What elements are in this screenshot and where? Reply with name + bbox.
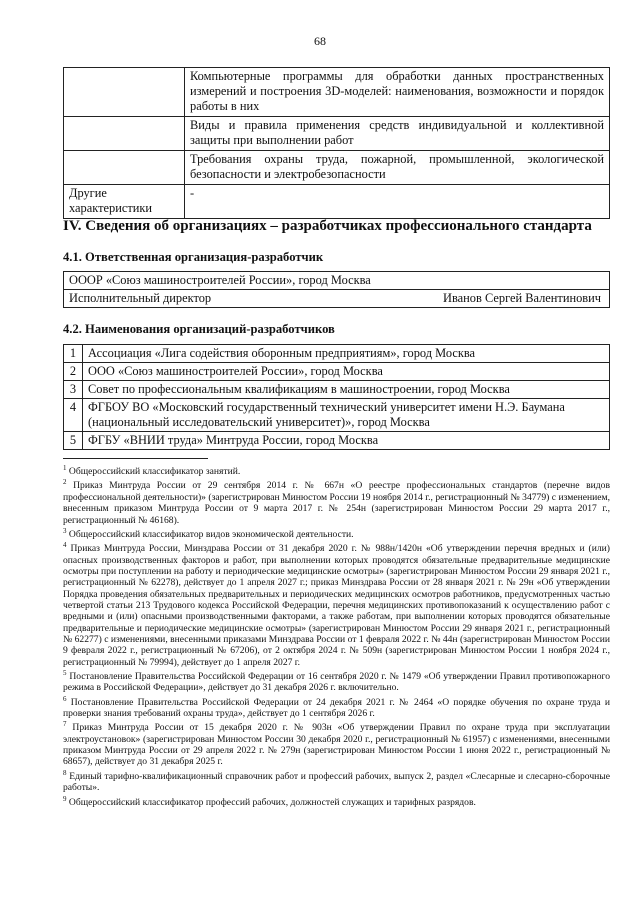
footnote-number: 2: [63, 478, 67, 487]
footnote-separator: [63, 458, 208, 459]
requirements-table: [63, 67, 610, 219]
footnote-number: 1: [63, 464, 67, 472]
footnote-text: Приказ Минтруда России от 15 декабря 2020 г. № 903н «Об утверждении Правил по охране труда при эксплуатации электроустановок» (зарегистрирован Минюстом России 30 декабря 2020 г., регистрационный № 61957) с изменениями, внесенными приказом Минтруда России от 29 апреля 2022 г. № 279н (зарегистрирован Минюстом России 1 июня 2022 г., регистрационный № 68657), действует до 31 декабря 2025 г.: [63, 722, 611, 768]
other-characteristics-value: -: [185, 185, 610, 219]
developer-orgs-table: [63, 344, 610, 450]
footnote: [63, 768, 610, 794]
org-name: ООО «Союз машиностроителей России», город Москва: [83, 363, 610, 381]
footnote-text: Постановление Правительства Российской Федерации от 24 декабря 2021 г. № 2464 «О порядке обучения по охране труда и проверки знания требований охраны труда», действует до 1 сентября 2026 г.: [63, 696, 610, 720]
table-row: [64, 399, 610, 432]
footnote-number: 6: [63, 694, 67, 703]
org-number: 1: [64, 345, 83, 363]
page-number: 68: [314, 34, 326, 48]
table-cell-label: [64, 151, 185, 185]
responsible-org-table: [63, 271, 610, 308]
table-row: [64, 381, 610, 399]
footnote: [63, 668, 610, 694]
footnote-text: Единый тарифно-квалификационный справочник работ и профессий рабочих, выпуск 2, раздел «Слесарные и слесарно-сборочные работы».: [63, 770, 610, 794]
table-cell-text: Требования охраны труда, пожарной, промышленной, экологической безопасности и электробезопасности: [185, 151, 610, 185]
footnote: [63, 463, 610, 477]
table-cell-text: Компьютерные программы для обработки данных пространственных измерений и построения 3D-моделей: наименования, возможности и порядок работы в них: [185, 68, 610, 117]
footnote: [63, 477, 610, 525]
table-cell-text: Виды и правила применения средств индивидуальной и коллективной защиты при выполнении работ: [185, 117, 610, 151]
footnote: [63, 526, 610, 540]
footnote-text: Приказ Минтруда России, Минздрава России от 31 декабря 2020 г. № 988н/1420н «Об утверждении перечня вредных и (или) опасных производственных факторов и работ, при выполнении которых проводятся обязательные предварительные медицинские осмотры при поступлении на работу и периодические медицинские осмотры» (зарегистрирован Минюстом России 29 января 2021 г., регистрационный № 62278), действует до 1 апреля 2027 г.; приказ Минздрава России от 28 января 2021 г. № 29н «Об утверждении Порядка проведения обязательных предварительных и периодических медицинских осмотров работников, предусмотренных частью четвертой статьи 213 Трудового кодекса Российской Федерации, перечня медицинских противопоказаний к осуществлению работ с вредными и (или) опасными производственными факторами, а также работам, при выполнении которых проводятся обязательные предварительные и периодические медицинские осмотры» (зарегистрирован Минюстом России 29 января 2021 г., регистрационный № 62277) с изменениями, внесенными приказами Минздрава России от 1 февраля 2022 г. № 44н (зарегистрирован Минюстом России 9 февраля 2022 г., регистрационный № 67206), от 2 октября 2024 г. № 509н (зарегистрирован Минюстом России 1 ноября 2024 г., регистрационный № 79994), действует до 1 апреля 2027 г.: [63, 543, 610, 668]
table-row: [64, 290, 610, 308]
footnote-number: 4: [63, 541, 67, 550]
footnote-text: Общероссийский классификатор занятий.: [68, 466, 241, 478]
footnotes: [63, 463, 610, 808]
org-name: ФГБУ «ВНИИ труда» Минтруда России, город Москва: [83, 432, 610, 450]
table-cell-label: [64, 68, 185, 117]
table-cell-label: [64, 117, 185, 151]
footnote-text: Приказ Минтруда России от 29 сентября 2014 г. № 667н «О реестре профессиональных стандартов (перечне видов профессиональной деятельности)» (зарегистрирован Минюстом России 19 ноября 2014 г., регистрационный № 34779) с изменением, внесенным приказом Минтруда России от 9 марта 2017 г. № 254н (зарегистрирован Минюстом России 29 марта 2017 г., регистрационный № 46168).: [63, 480, 610, 526]
section-title: IV. Сведения об организациях – разработчиках профессионального стандарта: [63, 218, 592, 234]
footnote-text: Постановление Правительства Российской Федерации от 16 сентября 2020 г. № 1479 «Об утверждении Правил противопожарного режима в Российской Федерации», действует до 31 декабря 2026 г. включительно.: [63, 670, 610, 694]
footnote-number: 5: [63, 668, 67, 677]
org-number: 3: [64, 381, 83, 399]
footnote: [63, 719, 610, 767]
org-number: 2: [64, 363, 83, 381]
responsible-position: Исполнительный директор: [64, 290, 321, 308]
footnote-number: 9: [63, 794, 67, 803]
table-row: [64, 272, 610, 290]
responsible-person: Иванов Сергей Валентинович: [321, 290, 610, 308]
table-row: [64, 117, 610, 151]
org-number: 5: [64, 432, 83, 450]
subsection-title-responsible: 4.1. Ответственная организация-разработчик: [63, 250, 324, 264]
footnote-text: Общероссийский классификатор видов экономической деятельности.: [68, 529, 354, 541]
table-row: [64, 185, 610, 219]
table-row: [64, 345, 610, 363]
footnote: [63, 694, 610, 720]
other-characteristics-label: Другие характеристики: [64, 185, 185, 219]
responsible-org-name: ОООР «Союз машиностроителей России», город Москва: [64, 272, 610, 290]
org-number: 4: [64, 399, 83, 432]
table-row: [64, 432, 610, 450]
footnote-number: 3: [63, 526, 67, 535]
footnote: [63, 540, 610, 667]
table-row: [64, 151, 610, 185]
table-row: [64, 363, 610, 381]
footnote-number: 7: [63, 720, 67, 729]
footnote: [63, 794, 610, 808]
footnote-text: Общероссийский классификатор профессий рабочих, должностей служащих и тарифных разрядов.: [68, 796, 476, 808]
subsection-title-developers: 4.2. Наименования организаций-разработчиков: [63, 322, 335, 336]
footnote-number: 8: [63, 768, 67, 777]
org-name: Ассоциация «Лига содействия оборонным предприятиям», город Москва: [83, 345, 610, 363]
org-name: Совет по профессиональным квалификациям в машиностроении, город Москва: [83, 381, 610, 399]
table-row: [64, 68, 610, 117]
org-name: ФГБОУ ВО «Московский государственный технический университет имени Н.Э. Баумана (национальный исследовательский университет)», город Москва: [83, 399, 610, 432]
